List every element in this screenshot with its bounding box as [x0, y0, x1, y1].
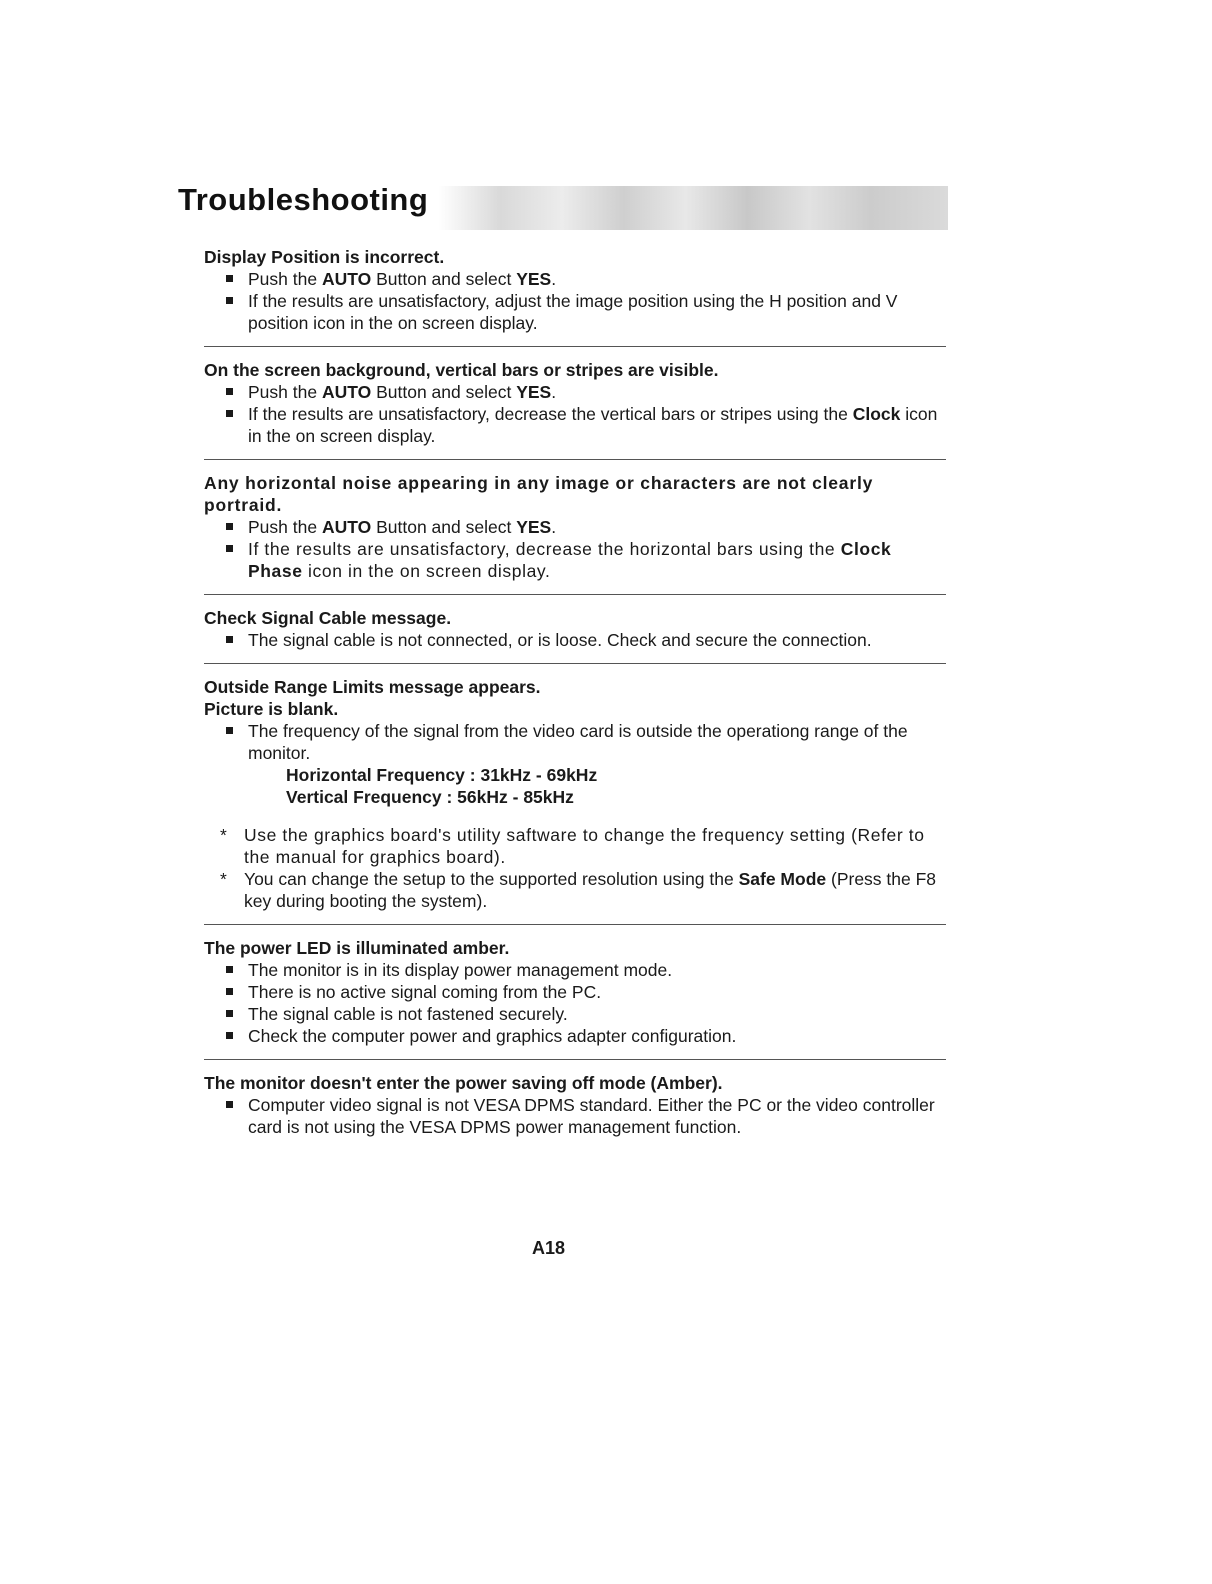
- section-heading: Display Position is incorrect.: [204, 247, 445, 267]
- horizontal-frequency: Horizontal Frequency : 31kHz - 69kHz: [286, 765, 598, 785]
- note-item: * Use the graphics board's utility saftware to change the frequency setting (Refer to the manual for graphics board).: [220, 825, 925, 867]
- section-heading: The monitor doesn't enter the power saving off mode (Amber).: [204, 1073, 723, 1093]
- page-number: A18: [532, 1238, 566, 1258]
- section-heading: Outside Range Limits message appears.: [204, 677, 541, 697]
- section-out-of-range: [204, 676, 946, 925]
- list-item: If the results are unsatisfactory, decrease the vertical bars or stripes using the Clock icon in the on screen display.: [204, 403, 946, 447]
- list-item: Push the AUTO Button and select YES.: [204, 381, 946, 403]
- note-item: * You can change the setup to the supported resolution using the Safe Mode (Press the F8 key during booting the system).: [220, 869, 937, 911]
- section-power-saving: [204, 1072, 946, 1150]
- list-item: Computer video signal is not VESA DPMS standard. Either the PC or the video controller card is not using the VESA DPMS power management function.: [204, 1094, 946, 1138]
- section-signal-cable: [204, 607, 946, 664]
- list-item: The signal cable is not fastened securely.: [204, 1003, 946, 1025]
- list-item: Check the computer power and graphics adapter configuration.: [204, 1025, 946, 1047]
- list-item: If the results are unsatisfactory, adjust the image position using the H position and V position icon in the on screen display.: [204, 290, 946, 334]
- section-horizontal-noise: [204, 472, 946, 595]
- list-item: Push the AUTO Button and select YES.: [204, 268, 946, 290]
- list-item: If the results are unsatisfactory, decrease the horizontal bars using the Clock Phase icon in the on screen display.: [204, 538, 946, 582]
- section-heading: On the screen background, vertical bars or stripes are visible.: [204, 360, 719, 380]
- section-subheading: Picture is blank.: [204, 699, 339, 719]
- list-item: The signal cable is not connected, or is loose. Check and secure the connection.: [204, 629, 946, 651]
- list-item: Push the AUTO Button and select YES.: [204, 516, 946, 538]
- list-item: The frequency of the signal from the video card is outside the operationg range of the monitor.: [204, 720, 946, 764]
- troubleshooting-content: [204, 246, 946, 1162]
- section-display-position: [204, 246, 946, 347]
- section-vertical-bars: [204, 359, 946, 460]
- vertical-frequency: Vertical Frequency : 56kHz - 85kHz: [286, 787, 574, 807]
- page-title: Troubleshooting: [178, 182, 429, 217]
- section-heading: Check Signal Cable message.: [204, 608, 452, 628]
- section-power-led: [204, 937, 946, 1060]
- section-heading: Any horizontal noise appearing in any image or characters are not clearly portraid.: [204, 473, 874, 515]
- section-heading: The power LED is illuminated amber.: [204, 938, 510, 958]
- list-item: There is no active signal coming from the PC.: [204, 981, 946, 1003]
- list-item: The monitor is in its display power management mode.: [204, 959, 946, 981]
